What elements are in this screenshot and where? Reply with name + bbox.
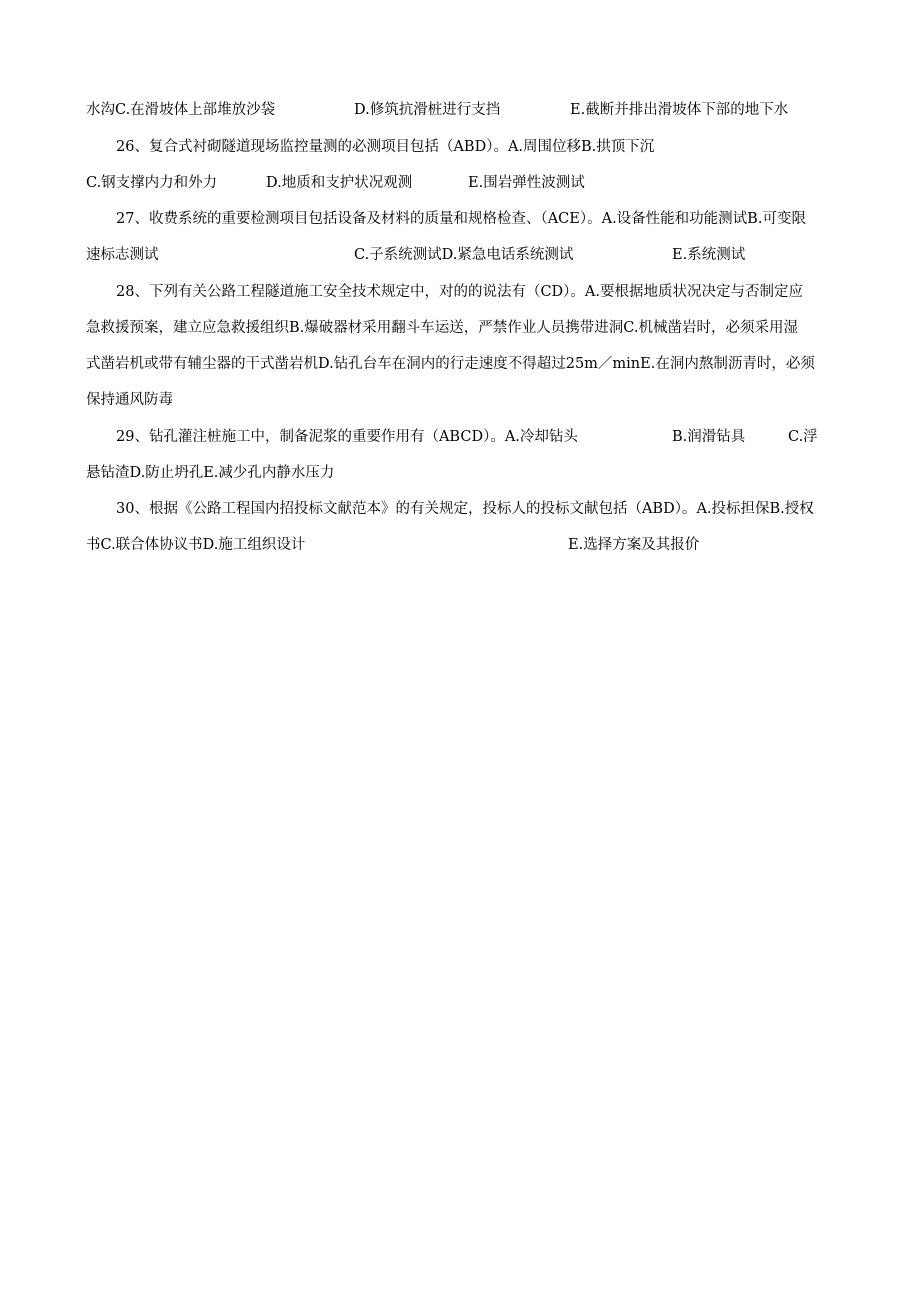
option-e: E.系统测试 [672, 247, 746, 263]
question-30: 30、根据《公路工程国内招投标文献范本》的有关规定，投标人的投标文献包括（ABD）。A.投标担保B.授权 [116, 501, 814, 517]
option-c-d: 书C.联合体协议书D.施工组织设计 [86, 537, 306, 553]
option-c: 水沟C.在滑坡体上部堆放沙袋 [86, 102, 276, 118]
option-c-d: C.子系统测试D.紧急电话系统测试 [354, 247, 574, 263]
option-e: E.选择方案及其报价 [568, 537, 700, 553]
question-27-options [86, 242, 836, 268]
option-c: C.浮 [788, 429, 818, 445]
question-27: 27、收费系统的重要检测项目包括设备及材料的质量和规格检查、（ACE）。A.设备性能和功能测试B.可变限 [116, 211, 806, 227]
question-28: 28、下列有关公路工程隧道施工安全技术规定中，对的的说法有（CD）。A.要根据地质状况决定与否制定应 [116, 284, 803, 300]
question-26-options [86, 170, 836, 196]
question-29 [116, 424, 836, 450]
option-e: E.截断并排出滑坡体下部的地下水 [570, 102, 789, 118]
question-28-line-3: 式凿岩机或带有辅尘器的干式凿岩机D.钻孔台车在洞内的行走速度不得超过25m／minE.在洞内熬制沥青时，必须 [86, 356, 815, 372]
option-b: B.润滑钻具 [672, 429, 746, 445]
option-e: E.围岩弹性波测试 [468, 175, 585, 191]
question-25-options [86, 97, 836, 123]
question-26: 26、复合式衬砌隧道现场监控量测的必测项目包括（ABD）。A.周围位移B.拱顶下沉 [116, 139, 655, 155]
option-b-cont: 速标志测试 [86, 247, 159, 263]
question-30-options [86, 532, 836, 558]
question-28-line-2: 急救援预案，建立应急救援组织B.爆破器材采用翻斗车运送，严禁作业人员携带进洞C.机械凿岩时，必须采用湿 [86, 320, 798, 336]
question-29-line-2: 悬钻渣D.防止坍孔E.减少孔内静水压力 [86, 465, 335, 481]
option-c: C.钢支撑内力和外力 [86, 175, 218, 191]
option-d: D.修筑抗滑桩进行支挡 [354, 102, 501, 118]
question-28-line-4: 保持通风防毒 [86, 392, 173, 408]
option-d: D.地质和支护状况观测 [266, 175, 413, 191]
question-29-stem: 29、钻孔灌注桩施工中，制备泥浆的重要作用有（ABCD）。A.冷却钻头 [116, 429, 578, 445]
